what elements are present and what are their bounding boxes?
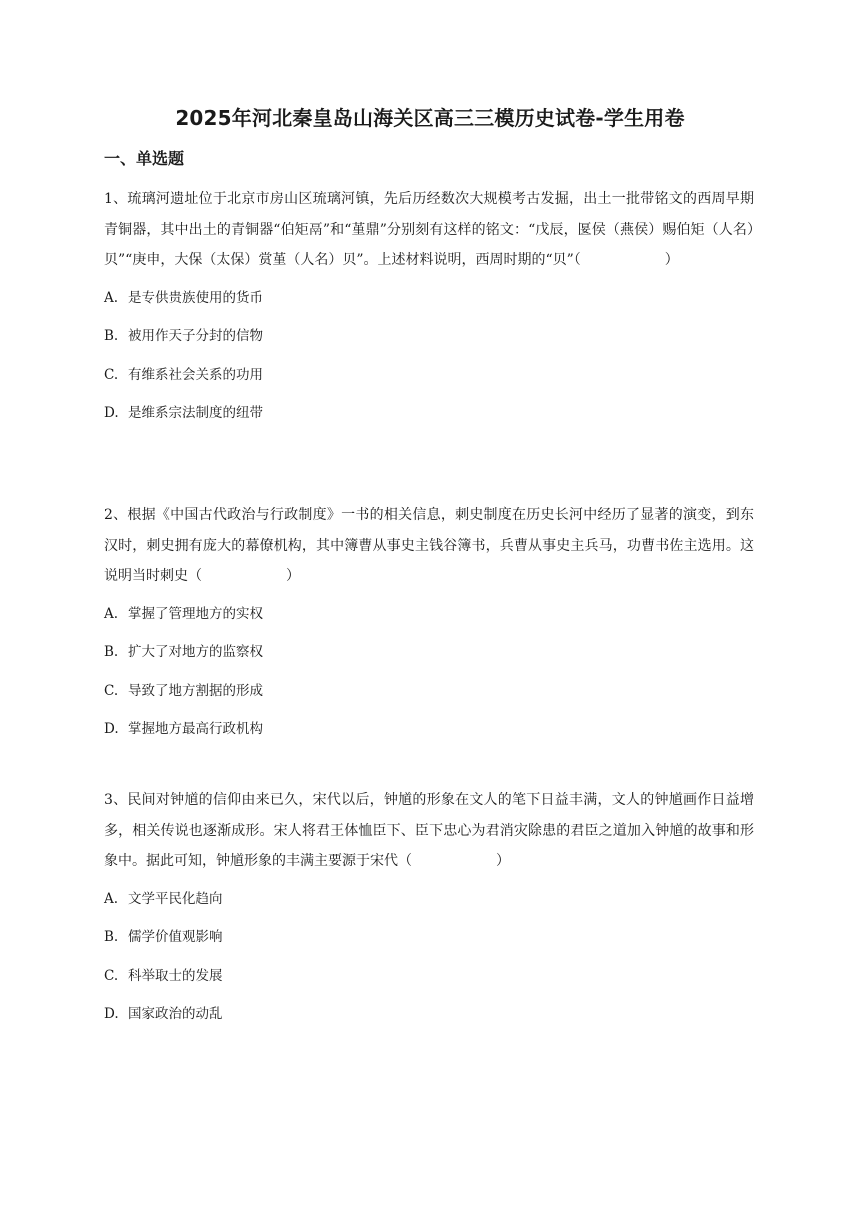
- option-list: [104, 279, 754, 433]
- option-text: 导致了地方割据的形成: [128, 682, 263, 699]
- option-letter: A.: [104, 890, 119, 907]
- option-text: 掌握了管理地方的实权: [128, 605, 263, 622]
- option-text: 掌握地方最高行政机构: [128, 721, 263, 737]
- option-text: 是维系宗法制度的纽带: [128, 405, 263, 421]
- question-3: [104, 785, 754, 1034]
- option-a[interactable]: [104, 880, 754, 919]
- exam-title: 2025年河北秦皇岛山海关区高三三模历史试卷-学生用卷: [175, 106, 685, 130]
- option-letter: C.: [104, 967, 119, 984]
- option-letter: C.: [104, 366, 119, 383]
- option-d[interactable]: [104, 710, 754, 749]
- option-text: 是专供贵族使用的货币: [128, 289, 263, 306]
- option-letter: A.: [104, 289, 119, 306]
- section-heading: 一、单选题: [104, 149, 185, 168]
- option-b[interactable]: [104, 633, 754, 672]
- option-letter: D.: [104, 721, 119, 737]
- option-c[interactable]: [104, 356, 754, 395]
- option-text: 国家政治的动乱: [128, 1006, 223, 1022]
- option-c[interactable]: [104, 672, 754, 711]
- question-stem: 2、根据《中国古代政治与行政制度》一书的相关信息，刺史制度在历史长河中经历了显著的演变，到东汉时，刺史拥有庞大的幕僚机构，其中簿曹从事史主钱谷簿书，兵曹从事史主兵马，功曹书佐主选用。这说明当时刺史（ ）: [104, 507, 754, 584]
- option-letter: A.: [104, 605, 119, 622]
- option-d[interactable]: [104, 394, 754, 433]
- question-1: [104, 184, 754, 433]
- option-letter: B.: [104, 328, 119, 344]
- option-letter: C.: [104, 682, 119, 699]
- option-list: [104, 880, 754, 1034]
- option-letter: D.: [104, 405, 119, 421]
- option-text: 扩大了对地方的监察权: [128, 644, 263, 660]
- option-letter: D.: [104, 1006, 119, 1022]
- question-stem: 1、琉璃河遗址位于北京市房山区琉璃河镇，先后历经数次大规模考古发掘，出土一批带铭文的西周早期青铜器，其中出土的青铜器“伯矩鬲”和“堇鼎”分别刻有这样的铭文：“戊辰，匽侯（燕侯）赐伯矩（人名）贝”“庚申，大保（太保）赏堇（人名）贝”。上述材料说明，西周时期的“贝”（ ）: [104, 191, 754, 268]
- question-2: [104, 500, 754, 749]
- option-text: 有维系社会关系的功用: [128, 366, 263, 383]
- option-text: 文学平民化趋向: [128, 890, 223, 907]
- option-a[interactable]: [104, 279, 754, 318]
- option-b[interactable]: [104, 918, 754, 957]
- option-a[interactable]: [104, 595, 754, 634]
- option-letter: B.: [104, 644, 119, 660]
- option-c[interactable]: [104, 957, 754, 996]
- option-text: 儒学价值观影响: [128, 929, 223, 945]
- option-text: 被用作天子分封的信物: [128, 328, 263, 344]
- option-letter: B.: [104, 929, 119, 945]
- option-d[interactable]: [104, 995, 754, 1034]
- option-b[interactable]: [104, 317, 754, 356]
- option-list: [104, 595, 754, 749]
- question-stem: 3、民间对钟馗的信仰由来已久，宋代以后，钟馗的形象在文人的笔下日益丰满，文人的钟馗画作日益增多，相关传说也逐渐成形。宋人将君王体恤臣下、臣下忠心为君消灾除患的君臣之道加入钟馗的故事和形象中。据此可知，钟馗形象的丰满主要源于宋代（ ）: [104, 792, 754, 869]
- option-text: 科举取士的发展: [128, 967, 223, 984]
